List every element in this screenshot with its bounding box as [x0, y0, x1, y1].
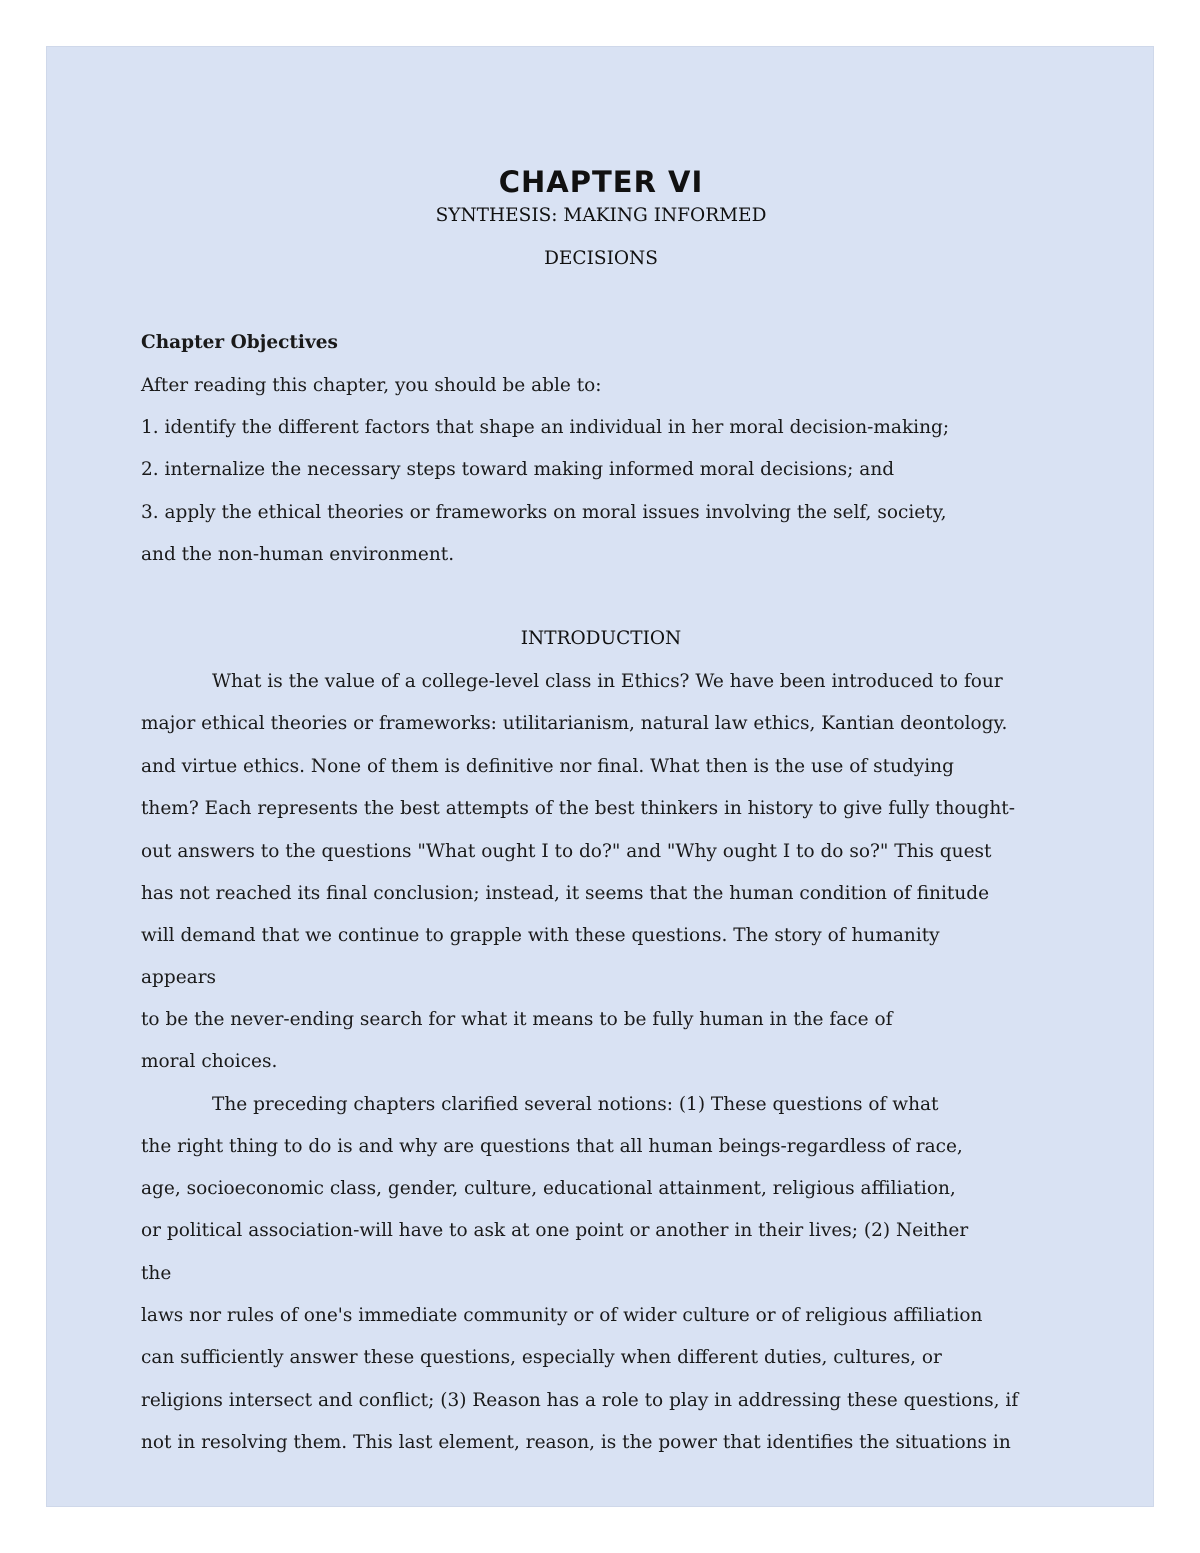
- intro-line: The preceding chapters clarified several notions: (1) These questions of what: [212, 1094, 939, 1115]
- objectives-line: After reading this chapter, you should be able to:: [141, 375, 602, 396]
- objectives-line: 3. apply the ethical theories or frameworks on moral issues involving the self, society,: [141, 502, 947, 523]
- intro-line: to be the never-ending search for what it means to be fully human in the face of: [141, 1009, 893, 1030]
- intro-line: not in resolving them. This last element, reason, is the power that identifies the situations in: [141, 1432, 1011, 1453]
- intro-line: the: [141, 1263, 172, 1284]
- intro-line: age, socioeconomic class, gender, culture, educational attainment, religious affiliation,: [141, 1178, 956, 1199]
- intro-line: and virtue ethics. None of them is definitive nor final. What then is the use of studying: [141, 756, 954, 777]
- intro-line: religions intersect and conflict; (3) Reason has a role to play in addressing these questions, if: [141, 1390, 1019, 1411]
- intro-line: out answers to the questions "What ought I to do?" and "Why ought I to do so?" This quest: [141, 841, 992, 862]
- chapter-title: CHAPTER VI: [498, 165, 704, 199]
- objectives-line: 1. identify the different factors that shape an individual in her moral decision-making;: [141, 417, 950, 438]
- chapter-subtitle-line-2: DECISIONS: [544, 248, 658, 269]
- objectives-heading: Chapter Objectives: [141, 332, 338, 353]
- chapter-subtitle-line-1: SYNTHESIS: MAKING INFORMED: [435, 205, 767, 226]
- intro-line: What is the value of a college-level class in Ethics? We have been introduced to four: [212, 671, 1003, 692]
- objectives-line: 2. internalize the necessary steps toward making informed moral decisions; and: [141, 459, 895, 480]
- intro-line: will demand that we continue to grapple with these questions. The story of humanity: [141, 925, 940, 946]
- introduction-heading: INTRODUCTION: [520, 628, 682, 649]
- document-page: [46, 46, 1154, 1507]
- objectives-line: and the non-human environment.: [141, 544, 455, 565]
- intro-line: them? Each represents the best attempts of the best thinkers in history to give fully thought-: [141, 798, 1015, 819]
- intro-line: has not reached its final conclusion; instead, it seems that the human condition of finitude: [141, 883, 990, 904]
- intro-line: the right thing to do is and why are questions that all human beings-regardless of race,: [141, 1136, 963, 1157]
- intro-line: or political association-will have to ask at one point or another in their lives; (2) Neither: [141, 1220, 969, 1241]
- intro-line: laws nor rules of one's immediate community or of wider culture or of religious affiliation: [141, 1305, 983, 1326]
- intro-line: moral choices.: [141, 1051, 278, 1072]
- intro-line: appears: [141, 967, 217, 988]
- intro-line: can sufficiently answer these questions, especially when different duties, cultures, or: [141, 1347, 942, 1368]
- intro-line: major ethical theories or frameworks: utilitarianism, natural law ethics, Kantian deontology.: [141, 713, 1008, 734]
